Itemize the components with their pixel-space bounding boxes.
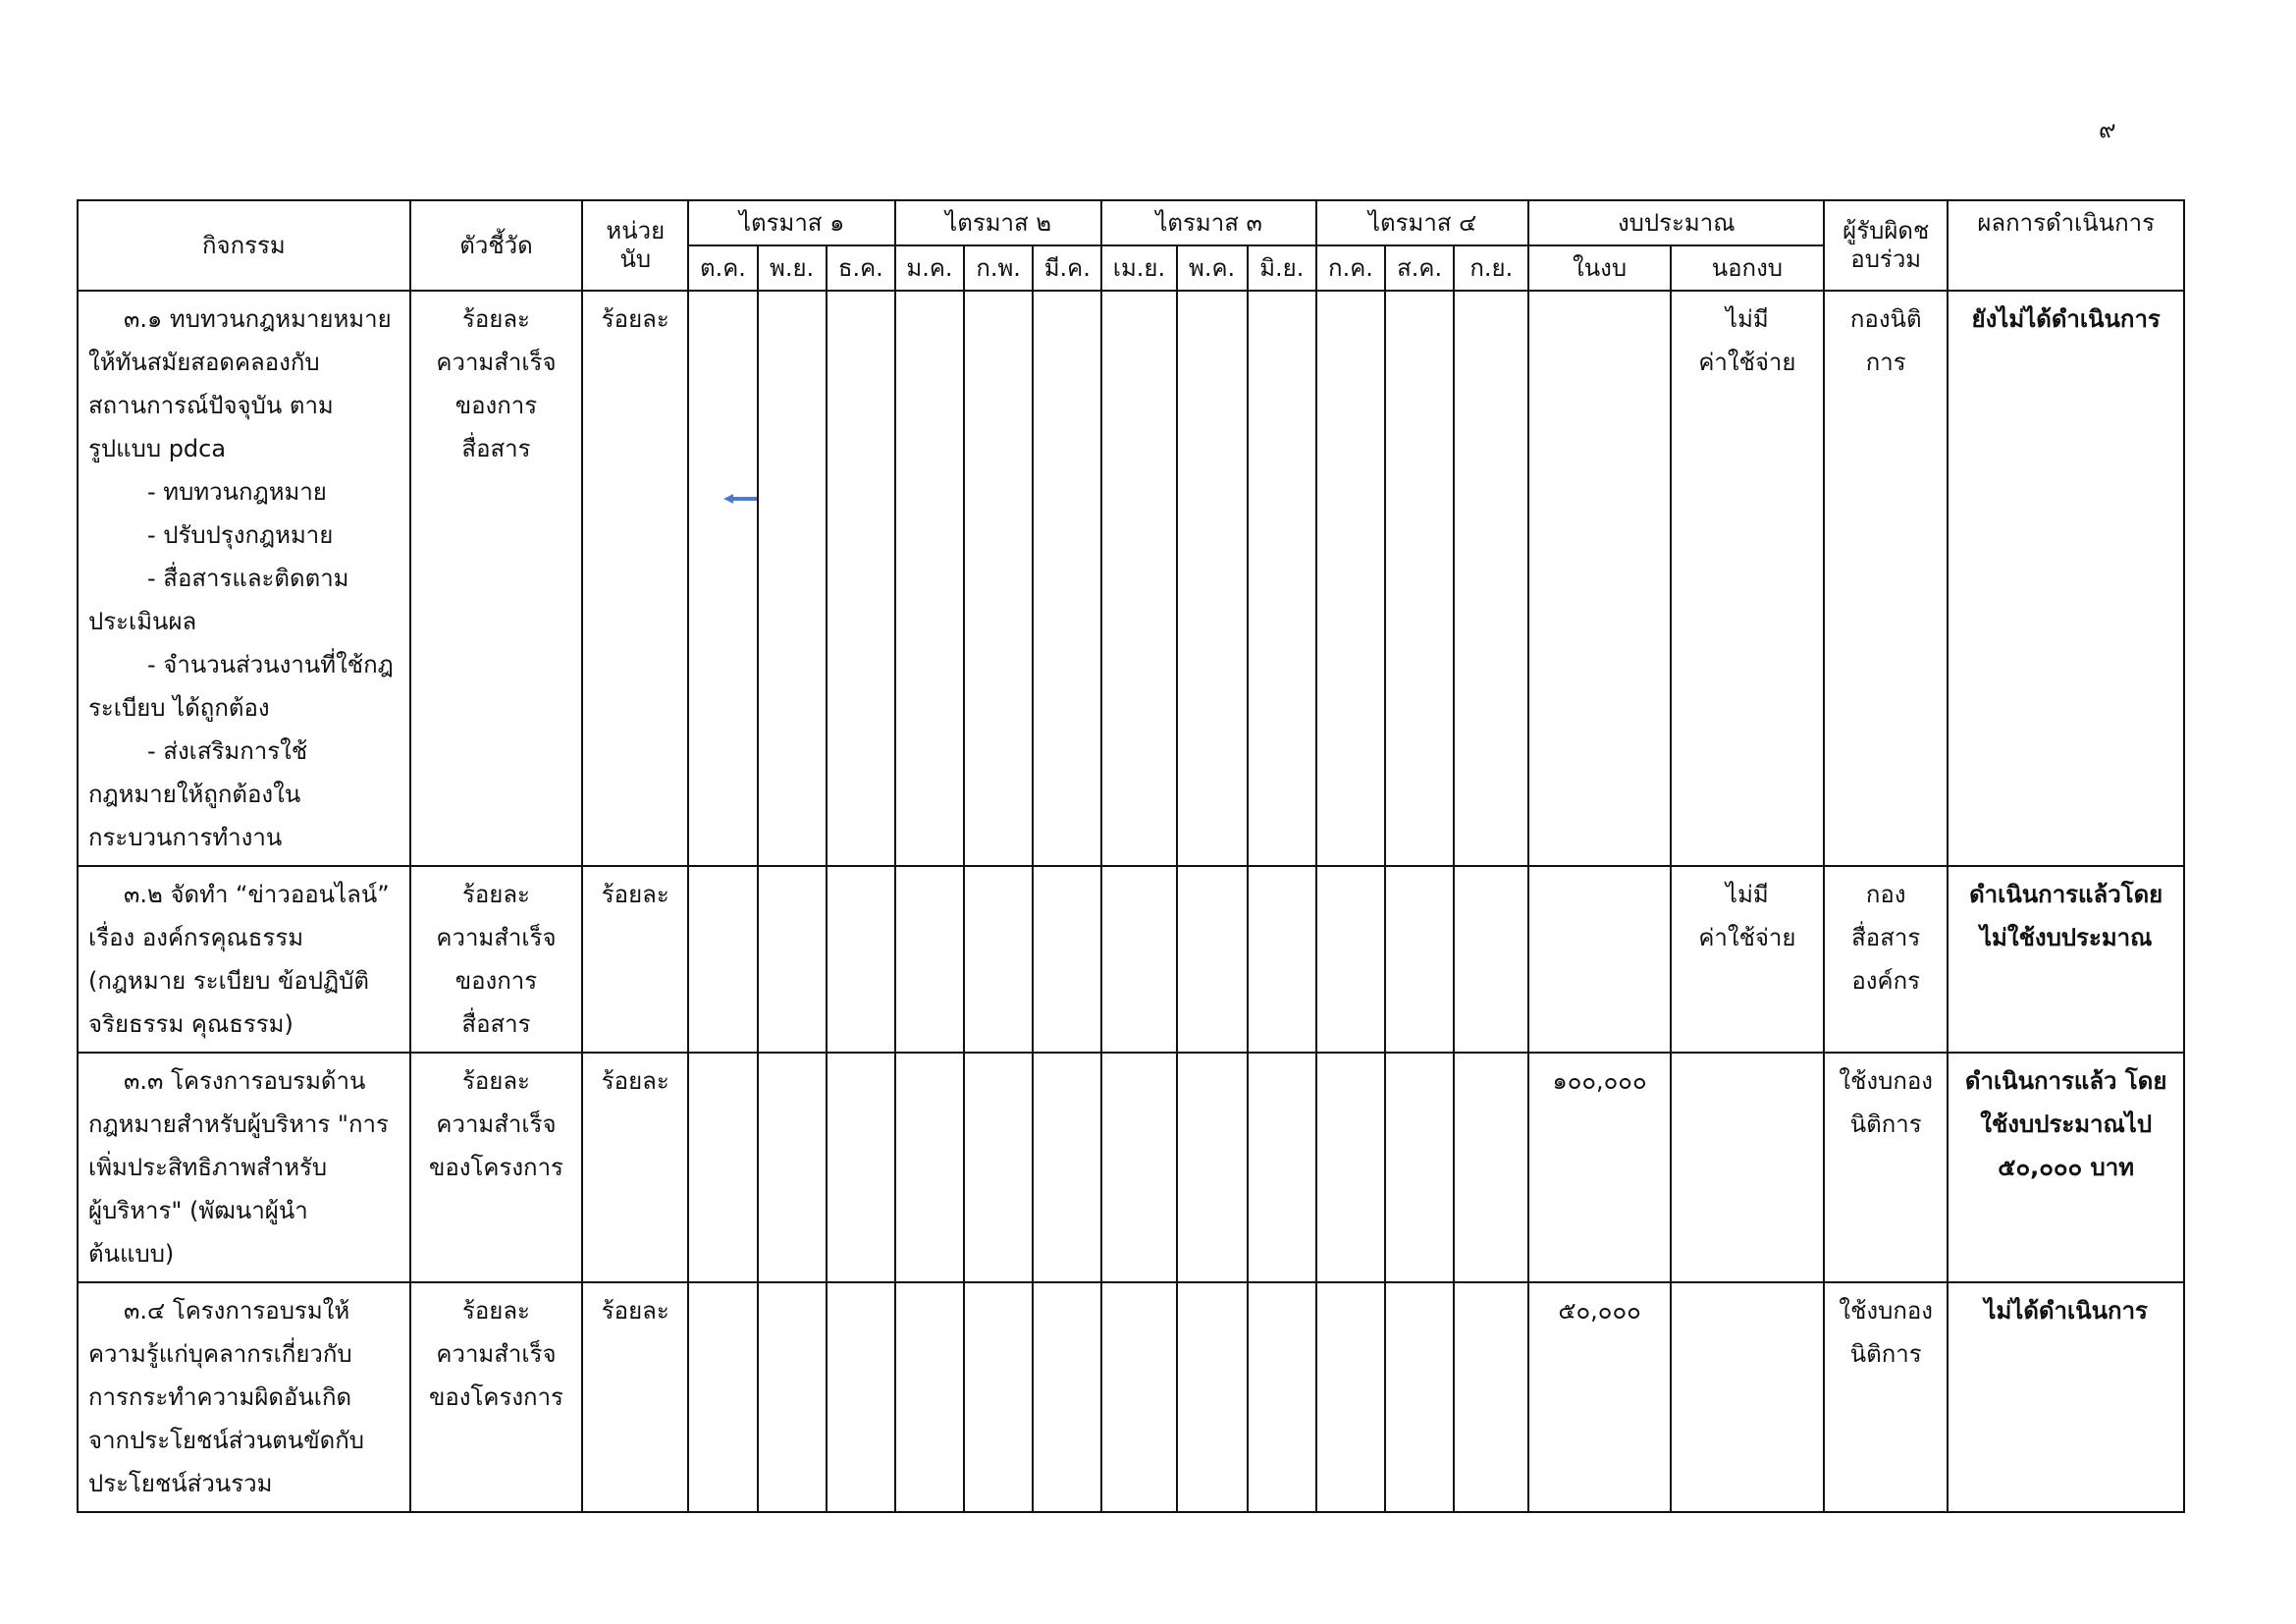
budget-out-text-line: ค่าใช้จ่าย	[1698, 349, 1796, 376]
month-cell	[1101, 1282, 1176, 1512]
month-cell	[827, 1282, 895, 1512]
header-month-sep: ก.ย.	[1454, 245, 1528, 291]
co-responsible-text-line: องค์กร	[1851, 967, 1920, 995]
co-responsible-text-line: การ	[1865, 349, 1906, 376]
result-text-line: ใช้งบประมาณไป	[1980, 1110, 2153, 1138]
result-text-line: ยังไม่ได้ดำเนินการ	[1971, 305, 2161, 333]
activity-text-line: - จำนวนส่วนงานที่ใช้กฎ	[147, 651, 394, 678]
header-budget: งบประมาณ	[1528, 200, 1824, 245]
indicator-cell	[410, 866, 582, 1053]
result-cell	[1948, 1282, 2184, 1512]
month-cell	[964, 1053, 1033, 1282]
month-cell	[1248, 1053, 1316, 1282]
co-responsible-text-line: นิติการ	[1849, 1110, 1922, 1138]
activity-text-line: ผู้บริหาร" (พัฒนาผู้นำ	[88, 1197, 308, 1224]
month-cell	[758, 1282, 827, 1512]
unit-cell: ร้อยละ	[582, 1053, 688, 1282]
budget-in-cell	[1528, 866, 1670, 1053]
activity-cell	[78, 291, 410, 866]
month-cell	[1101, 291, 1176, 866]
activity-text-line: กฎหมายสำหรับผู้บริหาร "การ	[88, 1110, 389, 1138]
activity-text-line: กฎหมายให้ถูกต้องใน	[88, 781, 301, 808]
activity-cell	[78, 866, 410, 1053]
budget-out-text-line: ไม่มี	[1726, 881, 1769, 908]
unit-cell: ร้อยละ	[582, 291, 688, 866]
indicator-text-line: สื่อสาร	[461, 1010, 531, 1038]
month-cell	[1316, 1282, 1385, 1512]
co-responsible-text-line: ใช้งบกอง	[1839, 1297, 1934, 1325]
header-month-mar: มี.ค.	[1033, 245, 1101, 291]
unit-cell: ร้อยละ	[582, 1282, 688, 1512]
month-cell	[1033, 1053, 1101, 1282]
month-cell	[758, 1053, 827, 1282]
indicator-text-line: ความสำเร็จ	[436, 924, 557, 951]
month-cell	[895, 866, 964, 1053]
header-unit-line1: หน่วย	[606, 217, 666, 245]
activity-text-line: ความรู้แก่บุคลากรเกี่ยวกับ	[88, 1340, 352, 1368]
indicator-text-line: ร้อยละ	[461, 305, 530, 333]
result-text-line: ดำเนินการแล้ว โดย	[1964, 1067, 2167, 1095]
table-row	[78, 291, 2184, 866]
month-cell	[758, 866, 827, 1053]
activity-text-line: - ทบทวนกฎหมาย	[147, 478, 327, 506]
result-cell	[1948, 291, 2184, 866]
header-budget-in: ในงบ	[1528, 245, 1670, 291]
month-cell	[1454, 1282, 1528, 1512]
activity-text-line: - สื่อสารและติดตาม	[147, 565, 349, 592]
header-month-may: พ.ค.	[1177, 245, 1248, 291]
activity-plan-table	[77, 199, 2185, 1513]
activity-text-line: เพิ่มประสิทธิภาพสำหรับ	[88, 1154, 328, 1181]
month-cell	[827, 1053, 895, 1282]
month-cell	[1177, 291, 1248, 866]
month-cell	[688, 1282, 757, 1512]
header-quarter-1: ไตรมาส ๑	[688, 200, 895, 245]
activity-text-line: - ปรับปรุงกฎหมาย	[147, 521, 334, 549]
indicator-text-line: ความสำเร็จ	[436, 1110, 557, 1138]
unit-cell: ร้อยละ	[582, 866, 688, 1053]
result-cell	[1948, 866, 2184, 1053]
activity-text-line: จากประโยชน์ส่วนตนขัดกับ	[88, 1427, 365, 1454]
month-cell	[1177, 1282, 1248, 1512]
indicator-text-line: ของโครงการ	[428, 1154, 563, 1181]
co-responsible-text-line: กองนิติ	[1849, 305, 1922, 333]
header-co-responsible-line2: อบร่วม	[1850, 245, 1922, 273]
indicator-cell	[410, 1053, 582, 1282]
header-month-dec: ธ.ค.	[827, 245, 895, 291]
co-responsible-cell	[1824, 866, 1948, 1053]
timeline-bar-layer	[689, 1283, 757, 1512]
month-cell	[964, 1282, 1033, 1512]
co-responsible-text-line: สื่อสาร	[1851, 924, 1921, 951]
result-cell	[1948, 1053, 2184, 1282]
budget-in-cell: ๕๐,๐๐๐	[1528, 1282, 1670, 1512]
month-cell	[964, 866, 1033, 1053]
header-month-feb: ก.พ.	[964, 245, 1033, 291]
month-cell	[1385, 1053, 1454, 1282]
header-month-jun: มิ.ย.	[1248, 245, 1316, 291]
header-budget-out: นอกงบ	[1671, 245, 1824, 291]
month-cell	[1101, 866, 1176, 1053]
activity-text-line: ๓.๓ โครงการอบรมด้าน	[124, 1067, 366, 1095]
budget-out-cell	[1671, 1053, 1824, 1282]
co-responsible-cell	[1824, 1053, 1948, 1282]
month-cell	[1454, 291, 1528, 866]
header-indicator: ตัวชี้วัด	[410, 200, 582, 291]
budget-in-cell	[1528, 291, 1670, 866]
header-activity: กิจกรรม	[78, 200, 410, 291]
header-quarter-3: ไตรมาส ๓	[1101, 200, 1316, 245]
indicator-cell	[410, 291, 582, 866]
month-cell	[1385, 1282, 1454, 1512]
activity-text-line: - ส่งเสริมการใช้	[147, 737, 308, 765]
page-number: ๙	[2099, 116, 2116, 143]
indicator-text-line: ของการ	[454, 392, 538, 419]
activity-text-line: ๓.๒ จัดทำ “ข่าวออนไลน์”	[124, 881, 390, 908]
indicator-text-line: สื่อสาร	[461, 435, 531, 462]
header-month-jul: ก.ค.	[1316, 245, 1385, 291]
header-month-aug: ส.ค.	[1385, 245, 1454, 291]
activity-text-line: ให้ทันสมัยสอดคลองกับ	[88, 349, 320, 376]
header-unit	[582, 200, 688, 291]
month-cell	[1385, 866, 1454, 1053]
result-text-line: ๕๐,๐๐๐ บาท	[1998, 1154, 2135, 1181]
result-text-line: ไม่ได้ดำเนินการ	[1984, 1297, 2148, 1325]
month-cell	[1454, 1053, 1528, 1282]
month-cell	[1454, 866, 1528, 1053]
month-cell	[1248, 866, 1316, 1053]
indicator-text-line: ร้อยละ	[461, 881, 530, 908]
month-cell	[758, 291, 827, 866]
indicator-text-line: ความสำเร็จ	[436, 349, 557, 376]
activity-text-line: (กฎหมาย ระเบียบ ข้อปฏิบัติ	[88, 967, 369, 995]
month-cell	[827, 291, 895, 866]
month-cell	[895, 291, 964, 866]
budget-out-cell	[1671, 866, 1824, 1053]
activity-text-line: ๓.๔ โครงการอบรมให้	[124, 1297, 350, 1325]
month-cell	[1033, 291, 1101, 866]
month-cell	[1101, 1053, 1176, 1282]
activity-text-line: เรื่อง องค์กรคุณธรรม	[88, 924, 304, 951]
activity-cell	[78, 1282, 410, 1512]
indicator-text-line: ของโครงการ	[428, 1383, 563, 1411]
activity-text-line: ประเมินผล	[88, 608, 197, 635]
result-text-line: ไม่ใช้งบประมาณ	[1979, 924, 2153, 951]
header-co-responsible	[1824, 200, 1948, 291]
month-cell	[895, 1282, 964, 1512]
month-cell	[1316, 291, 1385, 866]
month-cell	[1248, 291, 1316, 866]
activity-text-line: ต้นแบบ)	[88, 1240, 175, 1268]
month-cell	[1248, 1282, 1316, 1512]
indicator-text-line: ร้อยละ	[461, 1297, 530, 1325]
header-month-apr: เม.ย.	[1101, 245, 1176, 291]
co-responsible-text-line: กอง	[1865, 881, 1906, 908]
indicator-text-line: ของการ	[454, 967, 538, 995]
header-co-responsible-line1: ผู้รับผิดช	[1842, 217, 1930, 245]
table-row	[78, 1282, 2184, 1512]
timeline-arrow	[723, 494, 757, 504]
activity-text-line: สถานการณ์ปัจจุบัน ตาม	[88, 392, 334, 419]
month-cell	[1033, 866, 1101, 1053]
activity-text-line: รูปแบบ pdca	[88, 435, 227, 462]
header-quarter-4: ไตรมาส ๔	[1316, 200, 1529, 245]
timeline-bar-layer	[689, 1054, 757, 1282]
header-quarter-2: ไตรมาส ๒	[895, 200, 1101, 245]
month-cell	[688, 866, 757, 1053]
month-cell	[1033, 1282, 1101, 1512]
budget-out-cell	[1671, 291, 1824, 866]
budget-in-cell: ๑๐๐,๐๐๐	[1528, 1053, 1670, 1282]
month-cell	[827, 866, 895, 1053]
month-cell	[688, 1053, 757, 1282]
timeline-bar-layer	[689, 292, 757, 866]
month-cell	[964, 291, 1033, 866]
table-row	[78, 866, 2184, 1053]
budget-out-text-line: ค่าใช้จ่าย	[1698, 924, 1796, 951]
co-responsible-text-line: นิติการ	[1849, 1340, 1922, 1368]
header-month-jan: ม.ค.	[895, 245, 964, 291]
indicator-text-line: ความสำเร็จ	[436, 1340, 557, 1368]
month-cell	[1316, 866, 1385, 1053]
timeline-arrow-head-left	[723, 494, 733, 504]
activity-text-line: กระบวนการทำงาน	[88, 824, 283, 851]
activity-text-line: ๓.๑ ทบทวนกฎหมายหมาย	[124, 305, 392, 333]
activity-text-line: ประโยชน์ส่วนรวม	[88, 1470, 273, 1497]
co-responsible-cell	[1824, 291, 1948, 866]
activity-text-line: การกระทำความผิดอันเกิด	[88, 1383, 352, 1411]
header-month-nov: พ.ย.	[758, 245, 827, 291]
budget-out-cell	[1671, 1282, 1824, 1512]
activity-cell	[78, 1053, 410, 1282]
activity-text-line: จริยธรรม คุณธรรม)	[88, 1010, 294, 1038]
result-text-line: ดำเนินการแล้วโดย	[1969, 881, 2163, 908]
header-result: ผลการดำเนินการ	[1948, 200, 2184, 291]
activity-text-line: ระเบียบ ได้ถูกต้อง	[88, 694, 270, 722]
table-row	[78, 1053, 2184, 1282]
month-cell	[1385, 291, 1454, 866]
month-cell	[895, 1053, 964, 1282]
indicator-text-line: ร้อยละ	[461, 1067, 530, 1095]
month-cell	[1316, 1053, 1385, 1282]
indicator-cell	[410, 1282, 582, 1512]
month-cell	[1177, 1053, 1248, 1282]
month-cell	[688, 291, 757, 866]
budget-out-text-line: ไม่มี	[1726, 305, 1769, 333]
month-cell	[1177, 866, 1248, 1053]
timeline-bar-layer	[689, 867, 757, 1053]
co-responsible-cell	[1824, 1282, 1948, 1512]
header-unit-line2: นับ	[619, 245, 652, 273]
co-responsible-text-line: ใช้งบกอง	[1839, 1067, 1934, 1095]
header-month-oct: ต.ค.	[688, 245, 757, 291]
